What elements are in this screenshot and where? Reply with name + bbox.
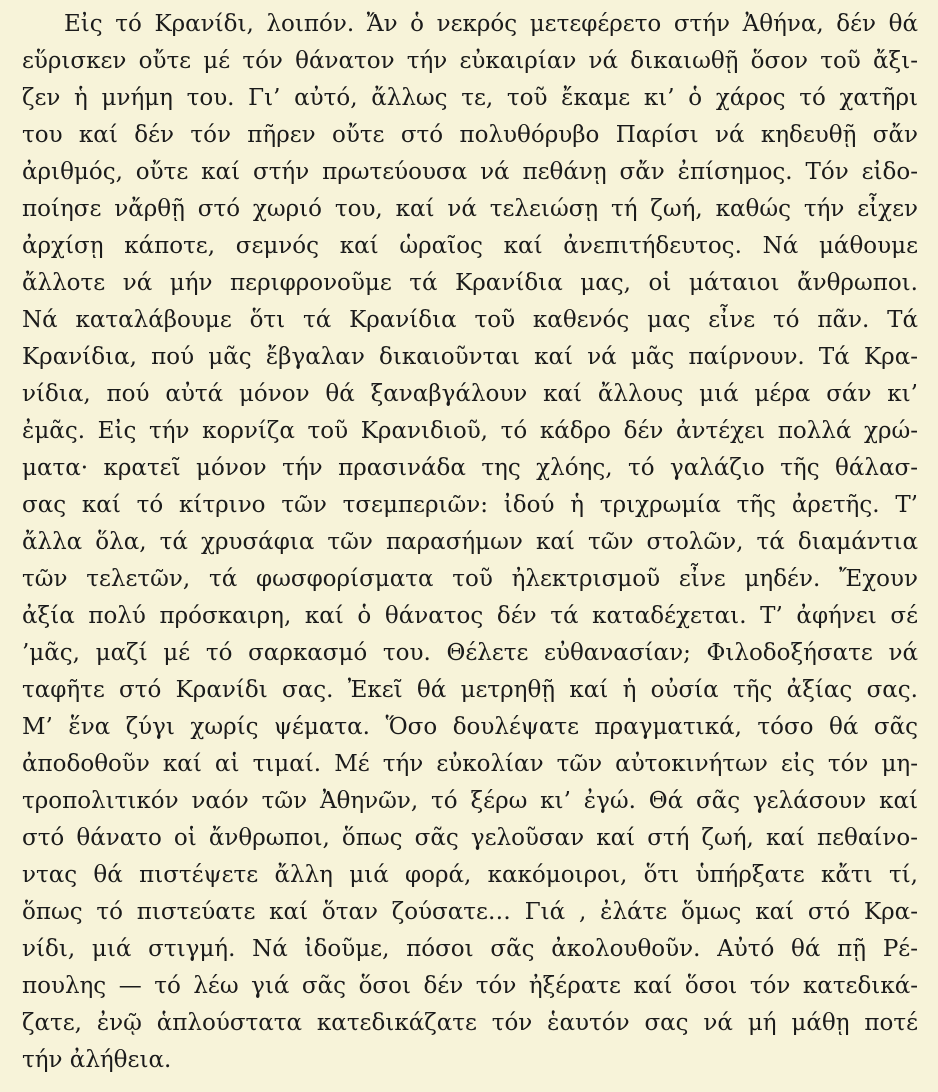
text-line-24: ντας θά πιστέψετε ἄλλη μιά φορά, κακόμοιροι, ὅτι ὑπήρξατε κἄτι τί, xyxy=(22,862,918,888)
text-line-16: τῶν τελετῶν, τά φωσφορίσματα τοῦ ἠλεκτρισμοῦ εἶνε μηδέν. Ἔχουν xyxy=(22,566,918,592)
text-line-19: ταφῆτε στό Κρανίδι σας. Ἐκεῖ θά μετρηθῇ καί ἡ οὐσία τῆς ἀξίας σας. xyxy=(22,677,918,703)
text-line-4: του καί δέν τόν πῆρεν οὔτε στό πολυθόρυβο Παρίσι νά κηδευθῇ σἄν xyxy=(22,122,918,148)
text-line-2: εὕρισκεν οὔτε μέ τόν θάνατον τήν εὐκαιρίαν νά δικαιωθῇ ὅσον τοῦ ἄξι- xyxy=(22,48,918,74)
text-line-6: ποίησε νἄρθῇ στό χωριό του, καί νά τελειώσῃ τή ζωή, καθώς τήν εἶχεν xyxy=(22,196,918,222)
text-line-29: τήν ἀλήθεια. xyxy=(22,1047,172,1073)
text-line-5: ἀριθμός, οὔτε καί στήν πρωτεύουσα νά πεθάνῃ σἄν ἐπίσημος. Τόν εἰδο- xyxy=(22,159,918,185)
text-line-7: ἀρχίσῃ κάποτε, σεμνός καί ὡραῖος καί ἀνεπιτήδευτος. Νά μάθουμε xyxy=(22,233,918,259)
text-line-26: νίδι, μιά στιγμή. Νά ἰδοῦμε, πόσοι σᾶς ἀκολουθοῦν. Αὐτό θά πῇ Ρέ- xyxy=(22,936,918,962)
text-line-8: ἄλλοτε νά μήν περιφρονοῦμε τά Κρανίδια μας, οἱ μάταιοι ἄνθρωποι. xyxy=(22,270,918,296)
text-line-10: Κρανίδια, πού μᾶς ἔβγαλαν δικαιοῦνται καί νά μᾶς παίρνουν. Τά Κρα- xyxy=(22,344,918,370)
text-line-3: ζεν ἡ μνήμη του. Γι’ αὐτό, ἄλλως τε, τοῦ ἔκαμε κι’ ὁ χάρος τό χατῆρι xyxy=(22,85,918,111)
text-line-20: Μ’ ἕνα ζύγι χωρίς ψέματα. Ὅσο δουλέψατε πραγματικά, τόσο θά σᾶς xyxy=(22,714,918,740)
text-line-27: πουλης — τό λέω γιά σᾶς ὅσοι δέν τόν ἠξέρατε καί ὅσοι τόν κατεδικά- xyxy=(22,973,918,999)
text-line-1: Εἰς τό Κρανίδι, λοιπόν. Ἄν ὁ νεκρός μετεφέρετο στήν Ἀθήνα, δέν θά xyxy=(64,11,918,37)
text-line-21: ἀποδοθοῦν καί αἱ τιμαί. Μέ τήν εὐκολίαν τῶν αὐτοκινήτων εἰς τόν μη- xyxy=(22,751,918,777)
text-line-18: ’μᾶς, μαζί μέ τό σαρκασμό του. Θέλετε εὐθανασίαν; Φιλοδοξήσατε νά xyxy=(22,640,918,666)
text-line-23: στό θάνατο οἱ ἄνθρωποι, ὅπως σᾶς γελοῦσαν καί στή ζωή, καί πεθαίνο- xyxy=(22,825,918,851)
text-line-25: ὅπως τό πιστεύατε καί ὅταν ζούσατε… Γιά , ἐλάτε ὅμως καί στό Κρα- xyxy=(22,899,918,925)
text-line-14: σας καί τό κίτρινο τῶν τσεμπεριῶν: ἰδού ἡ τριχρωμία τῆς ἀρετῆς. Τ’ xyxy=(22,492,918,518)
text-line-9: Νά καταλάβουμε ὅτι τά Κρανίδια τοῦ καθενός μας εἶνε τό πᾶν. Τά xyxy=(22,307,918,333)
text-line-28: ζατε, ἐνῷ ἁπλούστατα κατεδικάζατε τόν ἑαυτόν σας νά μή μάθῃ ποτέ xyxy=(22,1010,918,1036)
text-line-17: ἀξία πολύ πρόσκαιρη, καί ὁ θάνατος δέν τά καταδέχεται. Τ’ ἀφήνει σέ xyxy=(22,603,918,629)
text-line-12: ἐμᾶς. Εἰς τήν κορνίζα τοῦ Κρανιδιοῦ, τό κάδρο δέν ἀντέχει πολλά χρώ- xyxy=(22,418,918,444)
text-line-11: νίδια, πού αὐτά μόνον θά ξαναβγάλουν καί ἄλλους μιά μέρα σάν κι’ xyxy=(22,381,918,407)
text-line-22: τροπολιτικόν ναόν τῶν Ἀθηνῶν, τό ξέρω κι’ ἐγώ. Θά σᾶς γελάσουν καί xyxy=(22,788,918,814)
text-line-15: ἄλλα ὅλα, τά χρυσάφια τῶν παρασήμων καί τῶν στολῶν, τά διαμάντια xyxy=(22,529,918,555)
text-line-13: ματα· κρατεῖ μόνον τήν πρασινάδα της χλόης, τό γαλάζιο τῆς θάλασ- xyxy=(22,455,918,481)
